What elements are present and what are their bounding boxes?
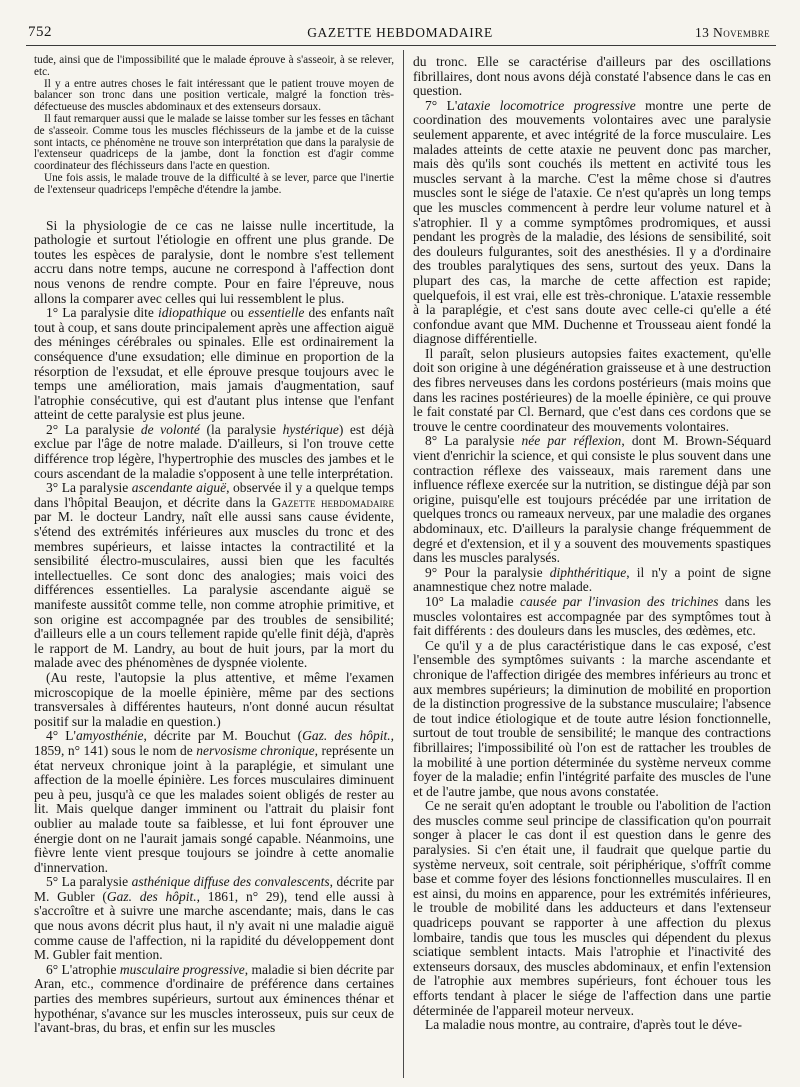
text-run: 2° La paralysie [46,421,141,437]
italic-text: asthénique diffuse des convalescents [131,874,330,890]
text-run: Si la physiologie de ce cas ne laisse nulle incertitude, la pathologie et surtout l'étiologie en offrent une plus grande. De toutes les espèces de paralysie, dont le nombre s'est tellement accru dans notre temps, aucune ne correspond à l'affection dont nous venons de rendre compte. Pour en faire l'épreuve, nous allons la comparer avec celles qui lui ressemblent le plus. [34,217,394,306]
text-run: 9° Pour la paralysie [425,564,550,580]
text-run: 1° La paralysie dite [46,305,158,321]
text-run: montre une perte de coordination des mouvements volontaires avec une paralysie seulement apparente, et avec intégrité de la force musculaire. Les malades atteints de cette ataxie ne peuvent donc pas marcher, mais dès qu'ils sont couchés ils mettent en activité tous les muscles servant à la marche. C'est la même chose si d'autres muscles sont le siége de l'ataxie. Ce n'est qu'après un long temps que les muscles commencent à perdre leur volume naturel et à s'atrophier. Il y a comme symptômes prodromiques, et aussi pendant les progrès de la maladie, des lésions de sensibilité, soit des douleurs fulgurantes, soit des anesthésies. Il y a d'ordinaire des troubles paralytiques des sens, surtout des yeux. Dans la plupart des cas, la marche de cette affection est rapide; quelquefois, il est vrai, elle est très-chronique. L'ataxie ressemble à la paraplégie, et c'est sans doute avec celle-ci qu'elle a été confondue avant que MM. Duchenne et Trousseau aient fondé la diagnose différentielle. [413,97,771,347]
paragraph [34,729,394,875]
left-column-body [34,219,394,1036]
italic-text: causée par l'invasion des trichines [519,593,719,609]
italic-text: ascendante aiguë [131,480,227,496]
italic-text: Gaz. des hôpit. [106,888,197,904]
italic-text: nervosisme chronique [196,742,315,758]
right-column-body [413,55,771,1033]
italic-text: de volonté [140,421,200,437]
paragraph [413,347,771,435]
paragraph [413,595,771,639]
small-print-note [34,55,394,197]
text-run: 5° La paralysie [46,874,132,890]
italic-text: essentielle [248,305,305,321]
right-column [413,55,771,1033]
text-run: , décrite par M. Gubler ( [34,874,394,904]
text-run: 6° L'atrophie [46,961,120,977]
header-rule [26,45,776,46]
italic-text: amyosthénie [75,728,144,744]
paragraph [413,639,771,800]
journal-title: GAZETTE HEBDOMADAIRE [307,25,493,40]
column-divider [403,50,404,1078]
text-run: Ce qu'il y a de plus caractéristique dans le cas exposé, c'est l'ensemble des symptômes suivants : la marche ascendante et chronique de l'affection dirigée des membres inférieurs au tronc et aux membres supérieurs; la diminution de mobilité en proportion de la distinction progressive de la substance musculaire; l'absence de tout indice étiologique et de toute autre lésion fonctionnelle, surtout de tout trouble de sensibilité; le manque des contractions fibrillaires; l'impossibilité où l'on est de rattacher les troubles de la mobilité à une portion déterminée du système nerveux comme foyer de la maladie; enfin l'intégrité parfaite des muscles de l'une et de l'autre jambe, que nous avons constatée. [413,637,771,799]
text-run: , représente un état nerveux chronique joint à la paraplégie, et simulant une affection de la moelle épinière. Les forces musculaires diminuent peu à peu, jusqu'à ce que les malades soient obligés de rester au lit. Mais quelque danger imminent ou l'attrait du plaisir font oublier au malade toute sa faiblesse, et lui font éprouver une énergie dont on ne l'aurait jamais songé capable. Néanmoins, une fièvre lente vient presque toujours se joindre à cette anomalie d'innervation. [34,742,394,875]
text-run: ou [226,305,249,321]
paragraph [413,434,771,565]
text-run: , 1859, n° 141) sous le nom de [34,728,394,758]
paragraph: Une fois assis, le malade trouve de la difficulté à se lever, parce que l'inertie de l'extenseur quadriceps l'empêche d'étendre la jambe. [34,171,394,196]
left-column [34,55,394,1036]
text-run: Il paraît, selon plusieurs autopsies faites exactement, qu'elle doit son origine à une dégénération graisseuse et à une destruction des fibres nerveuses dans les cordons postérieurs (mais moins que dans les racines postérieures) de la moelle épinière, ce qui prouve le fait constaté par Cl. Bernard, que c'est dans ces cordons que se trouve le centre coordinateur des mouvements volontaires. [413,345,771,434]
text-run: par M. le docteur Landry, naît elle aussi sans cause évidente, s'étend des extrémités inférieures aux muscles du tronc et des membres supérieurs, et laisse intactes la contractilité et la sensibilité électro-musculaires, aussi bien que les facultés intellectuelles. Ce sont donc des analogies; mais voici des différences essentielles. La paralysie ascendante aiguë se manifeste aussitôt comme telle, non comme atrophie primitive, et son origine est accompagnée par des troubles de sensibilité; d'ailleurs elle a un cours tellement rapide qu'elle finit déjà, d'après le rapport de M. Landry, au bout de huit jours, par la mort du malade avec des phénomènes de dyspnée violente. [34,509,394,671]
page-number: 752 [28,24,52,40]
italic-text: idiopathique [158,305,227,321]
text-run: , décrite par M. Bouchut ( [143,728,303,744]
paragraph [413,566,771,595]
text-run: , dont M. Brown-Séquard vient d'enrichir la science, et qui consiste le plus souvent dans une contraction réflexe des vaisseaux, mais rarement dans une influence réflexe exercée sur la nutrition, se distingue déjà par son origine, puisqu'elle est toujours précédée par une irritation de quelques troncs ou rameaux nerveux, par une maladie des organes abdominaux, etc. D'ailleurs la paralysie change fréquemment de degré et d'extension, et il y a souvent des mouvements spastiques dans les muscles paralysés. [413,433,771,566]
text-run: La maladie nous montre, au contraire, d'après tout le déve- [425,1017,742,1033]
paragraph [34,875,394,963]
paragraph [413,55,771,99]
text-run: (la paralysie [199,421,283,437]
text-run: Ce ne serait qu'en adoptant le trouble ou l'abolition de l'action des muscles comme seul principe de classification qu'on pourrait songer à placer le cas dont il est question dans le genre des paralysies. Si c'en était une, il faudrait que quelque partie du système nerveux, soit centrale, soit périphérique, s'offrît comme base et comme foyer des lésions fonctionnelles musculaires. Il en est ainsi, du moins en apparence, pour les extrémités inférieures, le trouble de mobilité dans les adducteurs et dans l'extenseur quadriceps pouvant se rapporter à une affection du plexus lombaire, tandis que tous les muscles qui dépendent du plexus sciatique semblent intacts. Mais l'atrophie et l'inactivité des extenseurs dorsaux, des muscles abdominaux, et enfin l'extension de l'atrophie aux membres supérieurs, font échouer tous les efforts tendant à placer le siége de l'affection dans une partie déterminée de l'appareil moteur nerveux. [413,798,771,1018]
text-run: 8° La paralysie [425,433,522,449]
text-run: 7° L' [425,97,458,113]
italic-text: hystérique [282,421,339,437]
text-run: , maladie si bien décrite par Aran, etc., commence d'ordinaire de préférence dans certaines parties des membres supérieurs, surtout aux éminences thénar et hypothénar, s'avance sur les muscles interosseux, puis sur ceux de l'avant-bras, du bras, et enfin sur les muscles [34,961,394,1036]
small-caps-text: Gazette hebdomadaire [271,494,395,510]
paragraph [413,99,771,347]
text-run: 10° La maladie [425,593,520,609]
paragraph: Il faut remarquer aussi que le malade se laisse tomber sur les fesses en tâchant de s'asseoir. Comme tous les muscles fléchisseurs de la jambe et de la cuisse sont intacts, ce phénomène ne trouve son interprétation que dans la paralysie de l'extenseur quadriceps de la jambe, dont la fonction est d'agir comme coordinateur des fléchisseurs dans l'acte en question. [34,112,394,173]
paragraph: Il y a entre autres choses le fait intéressant que le patient trouve moyen de balancer son tronc dans une position verticale, malgré la fonction très-défectueuse des muscles abdominaux et des extenseurs dorsaux. [34,77,394,114]
text-run: 3° La paralysie [46,480,132,496]
italic-text: musculaire progressive [119,961,245,977]
paragraph [34,481,394,671]
paragraph [34,963,394,1036]
italic-text: diphthéritique [549,564,627,580]
text-run: ) est déjà exclue par l'âge de notre malade. D'ailleurs, si l'on trouve cette différence trop légère, l'hypertrophie des muscles des jambes et le cours ascendant de la maladie s'opposent à une telle interprétation. [34,421,394,481]
paragraph [413,1018,771,1033]
text-run: 4° L' [46,728,76,744]
italic-text: née par réflexion [521,433,622,449]
italic-text: Gaz. des hôpit. [302,728,391,744]
text-run: dans les muscles volontaires est accompagnée par des symptômes tout à fait différents : des douleurs dans les muscles, des œdèmes, etc. [413,593,771,639]
text-run: , il n'y a point de signe anamnestique chez notre malade. [413,564,772,595]
issue-date: 13 Novembre [694,25,770,40]
text-run: , 1861, n° 29), tend elle aussi à s'accroître et à suivre une marche ascendante; mais, dans le cas que nous avons décrit plus haut, il n'y avait ni une maladie aiguë comme cause de l'affection, ni la rapidité du développement dont M. Gubler fait mention. [34,888,394,963]
text-run: du tronc. Elle se caractérise d'ailleurs par des oscillations fibrillaires, dont nous avons déjà constaté l'absence dans le cas en question. [413,54,771,99]
paragraph [413,799,771,1018]
paragraph [34,671,394,729]
paragraph [34,423,394,481]
text-run: des enfants naît tout à coup, et sans doute principalement après une affection aiguë des méninges cérébrales ou spinales. Elle est ordinairement la conséquence d'une exsudation; elle diminue en proportion de la résorption de l'exsudat, et elle éprouve presque toujours avec le temps une amélioration, mais jamais d'augmentation, sauf l'atrophie consécutive, qui est d'autant plus intense que l'enfant atteint de cette paralysie est plus jeune. [34,305,395,423]
paragraph [34,219,394,307]
paragraph [34,306,394,423]
text-run: (Au reste, l'autopsie la plus attentive, et même l'examen microscopique de la moelle épinière, même par des sections transversales à différentes hauteurs, n'ont donné aucun résultat positif sur la maladie en question.) [34,669,394,729]
text-run: , observée il y a quelque temps dans l'hôpital Beaujon, et décrite dans la [34,480,394,510]
italic-text: ataxie locomotrice progressive [457,97,636,113]
paragraph: tude, ainsi que de l'impossibilité que le malade éprouve à s'asseoir, à se relever, etc. [34,54,394,78]
